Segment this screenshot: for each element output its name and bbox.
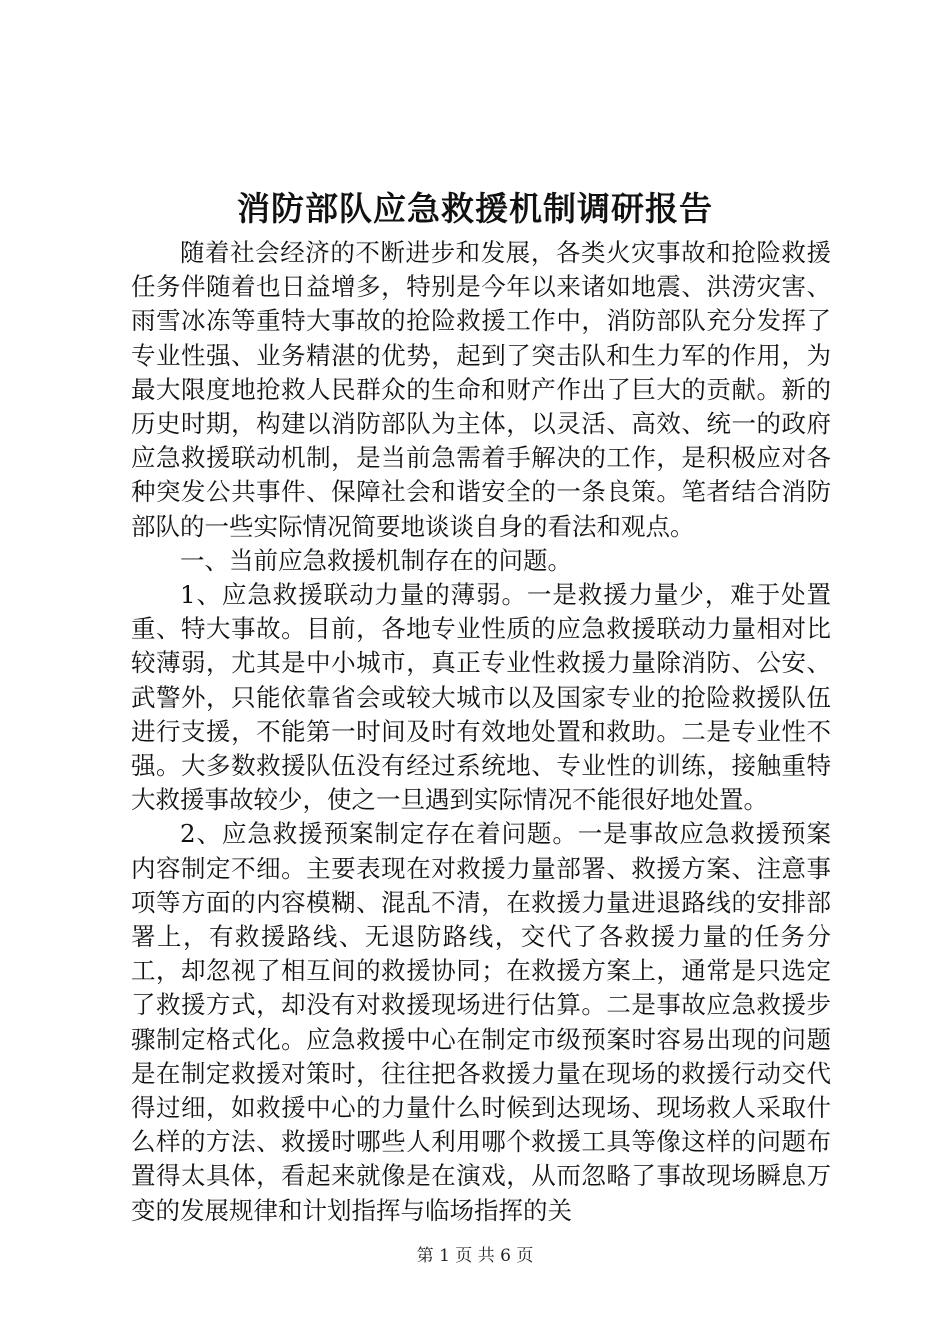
page-footer: 第 1 页 共 6 页 — [416, 1246, 534, 1266]
section-heading-problems: 一、当前应急救援机制存在的问题。 — [180, 545, 572, 575]
document-title: 消防部队应急救援机制调研报告 — [237, 189, 713, 228]
paragraph-intro: 随着社会经济的不断进步和发展，各类火灾事故和抢险救援任务伴随着也日益增多，特别是今年以来诸如地震、洪涝灾害、雨雪冰冻等重特大事故的抢险救援工作中，消防部队充分发挥了专业性强、业务精湛的优势，起到了突击队和生力军的作用，为最大限度地抢救人民群众的生命和财产作出了巨大的贡献。新的历史时期，构建以消防部队为主体，以灵活、高效、统一的政府应急救援联动机制，是当前急需着手解决的工作，是积极应对各种突发公共事件、保障社会和谐安全的一条良策。笔者结合消防部队的一些实际情况简要地谈谈自身的看法和观点。 — [131, 238, 831, 541]
document-body — [131, 236, 831, 1228]
paragraph-rescue-plans: 2、应急救援预案制定存在着问题。一是事故应急救援预案内容制定不细。主要表现在对救援力量部署、救援方案、注意事项等方面的内容模糊、混乱不清，在救援力量进退路线的安排部署上，有救援路线、无退防路线，交代了各救援力量的任务分工，却忽视了相互间的救援协同；在救援方案上，通常是只选定了救援方式，却没有对救援现场进行估算。二是事故应急救援步骤制定格式化。应急救援中心在制定市级预案时容易出现的问题是在制定救援对策时，往往把各救援力量在现场的救援行动交代得过细，如救援中心的力量什么时候到达现场、现场救人采取什么样的方法、救援时哪些人利用哪个救援工具等像这样的问题布置得太具体，看起来就像是在演戏，从而忽略了事故现场瞬息万变的发展规律和计划指挥与临场指挥的关 — [131, 819, 831, 1225]
paragraph-rescue-forces: 1、应急救援联动力量的薄弱。一是救援力量少，难于处置重、特大事故。目前，各地专业性质的应急救援联动力量相对比较薄弱，尤其是中小城市，真正专业性救援力量除消防、公安、武警外，只能依靠省会或较大城市以及国家专业的抢险救援队伍进行支援，不能第一时间及时有效地处置和救助。二是专业性不强。大多数救援队伍没有经过系统地、专业性的训练，接触重特大救援事故较少，使之一旦遇到实际情况不能很好地处置。 — [131, 580, 831, 815]
